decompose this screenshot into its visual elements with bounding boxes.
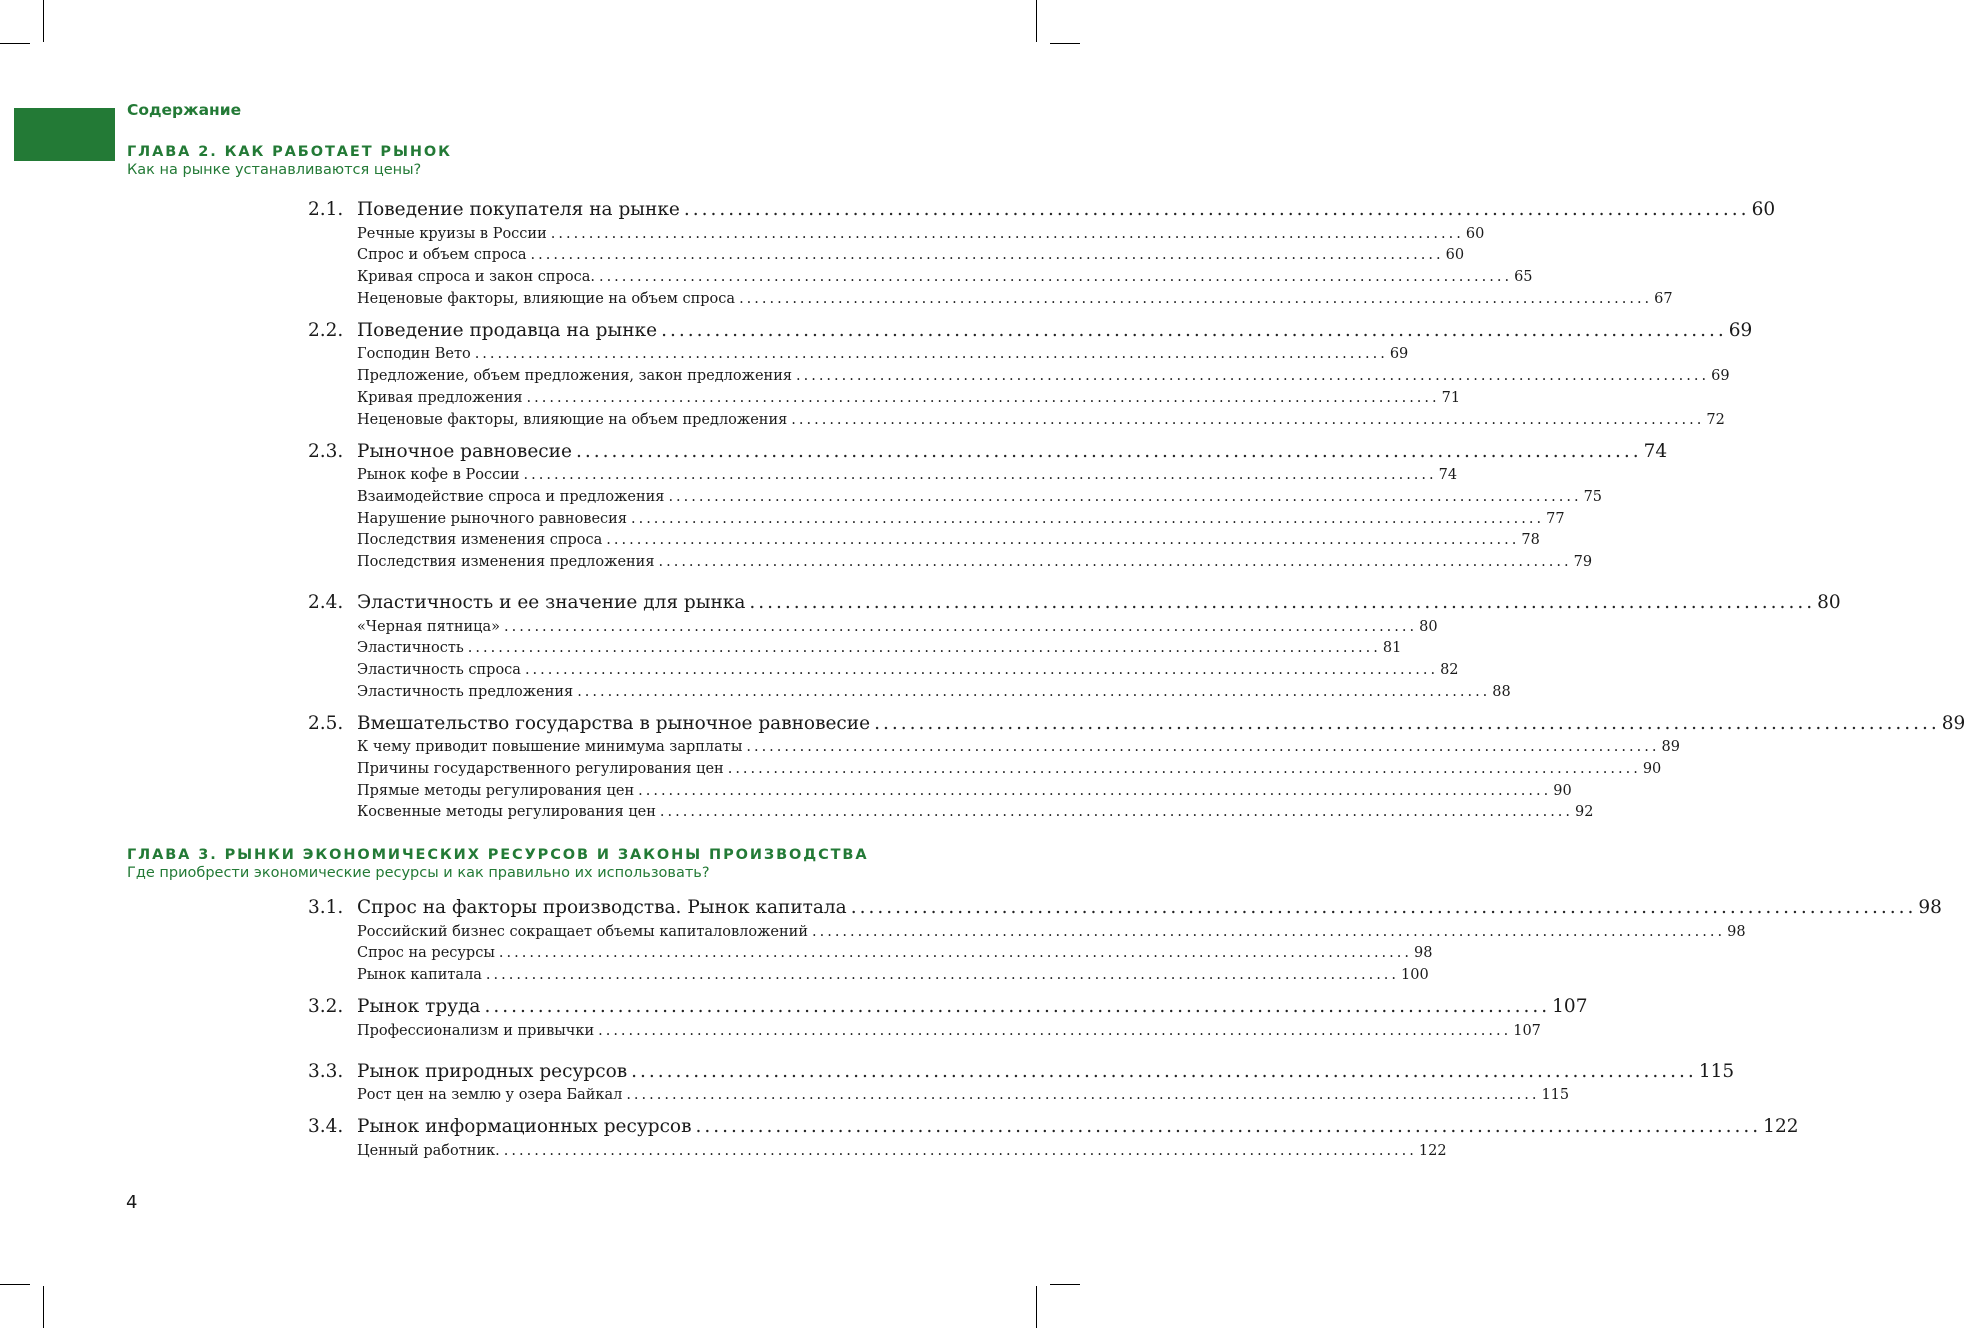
subentry-title: Кривая предложения: [357, 389, 523, 406]
subentry-title: Рост цен на землю у озера Байкал: [357, 1087, 623, 1104]
page-ref: 60: [1445, 247, 1465, 264]
page-ref: 89: [1661, 739, 1680, 756]
toc-subentry[interactable]: [0, 1020, 1541, 1042]
leader-dots: ........................................................................................................................: [530, 247, 1444, 264]
chapter-title: ГЛАВА 2. КАК РАБОТАЕТ РЫНОК: [127, 144, 452, 160]
toc-subentry[interactable]: [0, 1085, 1570, 1107]
leader-dots: ........................................................................................................................: [474, 346, 1388, 363]
page-ref: 74: [1438, 467, 1458, 484]
toc-subentry[interactable]: [0, 638, 1402, 660]
chapter-title: ГЛАВА 3. РЫНКИ ЭКОНОМИЧЕСКИХ РЕСУРСОВ И ЗАКОНЫ ПРОИЗВОДСТВА: [127, 847, 869, 863]
toc-subentry[interactable]: [0, 758, 1662, 780]
section-title: Рынок природных ресурсов: [357, 1060, 628, 1082]
toc-subentry[interactable]: [0, 780, 1572, 802]
page-ref: 98: [1414, 945, 1433, 962]
page-ref: 69: [1728, 319, 1753, 341]
toc-subentry[interactable]: [0, 266, 1533, 288]
toc-section-entry[interactable]: [0, 591, 1841, 616]
toc-subentry[interactable]: [0, 486, 1603, 508]
section-number: 3.2.: [308, 996, 344, 1018]
toc-section-entry[interactable]: [0, 1060, 1735, 1085]
leader-dots: ........................................................................................................................: [626, 1087, 1540, 1104]
section-title: Поведение покупателя на рынке: [357, 199, 680, 220]
section-title: Вмешательство государства в рыночное равновесие: [357, 712, 871, 734]
section-number: 2.3.: [308, 440, 344, 462]
crop-mark: [0, 43, 30, 44]
toc-section-entry[interactable]: [0, 896, 1942, 921]
leader-dots: ........................................................................................................................: [526, 389, 1440, 406]
leader-dots: ........................................................................................................................: [598, 1022, 1512, 1039]
subentry-title: Причины государственного регулирования цен: [357, 761, 724, 778]
page-ref: 92: [1575, 804, 1594, 821]
leader-dots: ........................................................................................................................: [577, 683, 1491, 700]
subentry-title: Эластичность предложения: [357, 683, 574, 700]
leader-dots: ........................................................................................................................: [498, 945, 1412, 962]
leader-dots: ........................................................................................................................: [638, 782, 1552, 799]
subentry-title: Взаимодействие спроса и предложения: [357, 488, 665, 505]
toc-section-entry[interactable]: [0, 1115, 1799, 1140]
leader-dots: ........................................................................................................................: [746, 739, 1660, 756]
toc-chapter-2: [0, 198, 1965, 823]
subentry-title: «Черная пятница»: [357, 618, 501, 635]
toc-subentry[interactable]: [0, 530, 1540, 552]
leader-dots: ........................................................................................................................: [796, 368, 1710, 385]
toc-section-entry[interactable]: [0, 995, 1588, 1020]
page-ref: 107: [1552, 996, 1588, 1018]
page-ref: 90: [1642, 761, 1662, 778]
toc-subentry[interactable]: [0, 344, 1409, 366]
subentry-title: Господин Вето: [357, 346, 471, 363]
toc-subentry[interactable]: [0, 616, 1438, 638]
crop-mark: [43, 1286, 44, 1328]
leader-dots: ........................................................................................................................: [739, 290, 1653, 307]
crop-mark: [1050, 1284, 1080, 1285]
leader-dots: ........................................................................................................................: [683, 199, 1750, 220]
toc-subentry[interactable]: [0, 1140, 1447, 1162]
subentry-title: Спрос и объем спроса: [357, 247, 527, 264]
leader-dots: ........................................................................................................................: [550, 225, 1464, 242]
crop-mark: [0, 1284, 30, 1285]
page-ref: 88: [1492, 683, 1511, 700]
running-head: Содержание: [127, 101, 242, 119]
subentry-title: Предложение, объем предложения, закон предложения: [357, 368, 792, 385]
section-number: 2.1.: [308, 199, 344, 220]
leader-dots: ........................................................................................................................: [791, 411, 1705, 428]
page-ref: 115: [1541, 1087, 1570, 1104]
subentry-title: Спрос на ресурсы: [357, 945, 495, 962]
subentry-title: Ценный работник.: [357, 1143, 500, 1160]
page-ref: 75: [1583, 488, 1603, 505]
page-ref: 81: [1382, 640, 1402, 657]
toc-subentry[interactable]: [0, 659, 1459, 681]
toc-section-entry[interactable]: [0, 319, 1753, 344]
toc-subentry[interactable]: [0, 465, 1458, 487]
leader-dots: ........................................................................................................................: [631, 1060, 1697, 1082]
toc-subentry[interactable]: [0, 943, 1433, 965]
leader-dots: ........................................................................................................................: [503, 1143, 1417, 1160]
leader-dots: ........................................................................................................................: [661, 319, 1727, 341]
section-number: 2.2.: [308, 319, 344, 341]
leader-dots: ........................................................................................................................: [659, 804, 1574, 821]
subentry-title: Последствия изменения предложения: [357, 553, 655, 570]
chapter-heading: [127, 846, 868, 882]
toc-section-entry[interactable]: [0, 198, 1776, 223]
page-ref: 71: [1441, 389, 1461, 406]
leader-dots: ........................................................................................................................: [727, 761, 1641, 778]
section-number: 3.3.: [308, 1060, 344, 1082]
leader-dots: ........................................................................................................................: [749, 591, 1816, 613]
page-ref: 74: [1643, 440, 1668, 462]
page-ref: 72: [1706, 411, 1725, 428]
page-ref: 80: [1817, 591, 1841, 613]
leader-dots: ........................................................................................................................: [812, 923, 1726, 940]
crop-mark: [1036, 0, 1037, 42]
toc-chapter-3: [0, 896, 1942, 1162]
page-ref: 65: [1514, 269, 1533, 286]
leader-dots: ........................................................................................................................: [467, 640, 1381, 657]
leader-dots: ........................................................................................................................: [630, 510, 1545, 527]
leader-dots: ........................................................................................................................: [485, 967, 1400, 984]
section-number: 2.5.: [308, 712, 344, 734]
leader-dots: ........................................................................................................................: [598, 269, 1513, 286]
page-ref: 115: [1698, 1060, 1735, 1082]
page-ref: 67: [1654, 290, 1673, 307]
section-title: Рыночное равновесие: [357, 440, 572, 462]
chapter-subtitle: Где приобрести экономические ресурсы и как правильно их использовать?: [127, 865, 710, 881]
toc-subentry[interactable]: [0, 223, 1485, 245]
leader-dots: ........................................................................................................................: [575, 440, 1642, 462]
page-ref: 90: [1553, 782, 1572, 799]
toc-subentry[interactable]: [0, 964, 1429, 986]
subentry-title: Последствия изменения спроса: [357, 532, 603, 549]
subentry-title: Российский бизнес сокращает объемы капиталовложений: [357, 923, 808, 940]
toc-section-entry[interactable]: [0, 712, 1965, 737]
page-number: 4: [126, 1192, 138, 1213]
subentry-title: Рынок кофе в России: [357, 467, 520, 484]
leader-dots: ........................................................................................................................: [668, 488, 1582, 505]
leader-dots: ........................................................................................................................: [524, 662, 1439, 678]
page-ref: 60: [1465, 225, 1485, 242]
toc-subentry[interactable]: [0, 921, 1746, 943]
leader-dots: ........................................................................................................................: [504, 618, 1418, 635]
subentry-title: Рынок капитала: [357, 967, 482, 984]
page-ref: 98: [1727, 923, 1746, 940]
page-ref: 122: [1763, 1116, 1799, 1138]
chapter-subtitle: Как на рынке устанавливаются цены?: [127, 162, 422, 178]
section-color-block: [14, 108, 115, 161]
page-ref: 69: [1711, 368, 1730, 385]
crop-mark: [1036, 1286, 1037, 1328]
toc-section-entry[interactable]: [0, 440, 1668, 465]
subentry-title: К чему приводит повышение минимума зарплаты: [357, 739, 743, 756]
leader-dots: ........................................................................................................................: [874, 712, 1940, 734]
page-ref: 89: [1941, 712, 1965, 734]
subentry-title: Неценовые факторы, влияющие на объем предложения: [357, 411, 788, 428]
subentry-title: Профессионализм и привычки: [357, 1022, 595, 1039]
section-number: 2.4.: [308, 591, 344, 613]
subentry-title: Речные круизы в России: [357, 225, 547, 242]
section-title: Эластичность и ее значение для рынка: [357, 591, 746, 613]
section-title: Спрос на факторы производства. Рынок капитала: [357, 897, 847, 918]
toc-subentry[interactable]: [0, 681, 1511, 703]
page-ref: 60: [1751, 199, 1776, 220]
subentry-title: Эластичность спроса: [357, 662, 521, 678]
toc-subentry[interactable]: [0, 387, 1461, 409]
page-ref: 77: [1546, 510, 1565, 527]
subentry-title: Нарушение рыночного равновесия: [357, 510, 627, 527]
subentry-title: Неценовые факторы, влияющие на объем спроса: [357, 290, 736, 307]
chapter-heading: [127, 143, 452, 179]
page-ref: 80: [1419, 618, 1438, 635]
page-ref: 78: [1521, 532, 1540, 549]
section-title: Поведение продавца на рынке: [357, 319, 658, 341]
crop-mark: [43, 0, 44, 42]
page-ref: 100: [1401, 967, 1429, 984]
page-ref: 98: [1918, 897, 1942, 918]
page-ref: 122: [1418, 1143, 1447, 1160]
section-number: 3.4.: [308, 1116, 344, 1138]
toc-subentry[interactable]: [0, 409, 1725, 431]
toc-subentry[interactable]: [0, 245, 1465, 267]
leader-dots: ........................................................................................................................: [695, 1116, 1762, 1138]
subentry-title: Эластичность: [357, 640, 464, 657]
leader-dots: ........................................................................................................................: [850, 897, 1917, 918]
section-number: 3.1.: [308, 897, 344, 918]
section-title: Рынок труда: [357, 996, 481, 1018]
leader-dots: ........................................................................................................................: [484, 996, 1551, 1018]
toc-subentry[interactable]: [0, 802, 1594, 824]
toc-subentry[interactable]: [0, 365, 1730, 387]
toc-subentry[interactable]: [0, 551, 1593, 573]
toc-subentry[interactable]: [0, 737, 1680, 759]
leader-dots: ........................................................................................................................: [523, 467, 1437, 484]
crop-mark: [1050, 43, 1080, 44]
leader-dots: ........................................................................................................................: [606, 532, 1520, 549]
page-ref: 79: [1573, 553, 1593, 570]
toc-subentry[interactable]: [0, 508, 1565, 530]
leader-dots: ........................................................................................................................: [658, 553, 1572, 570]
page-ref: 69: [1389, 346, 1409, 363]
page-ref: 107: [1513, 1022, 1541, 1039]
subentry-title: Косвенные методы регулирования цен: [357, 804, 656, 821]
toc-subentry[interactable]: [0, 288, 1673, 310]
section-title: Рынок информационных ресурсов: [357, 1116, 692, 1138]
subentry-title: Прямые методы регулирования цен: [357, 782, 635, 799]
subentry-title: Кривая спроса и закон спроса.: [357, 269, 595, 286]
page-ref: 82: [1440, 662, 1459, 678]
